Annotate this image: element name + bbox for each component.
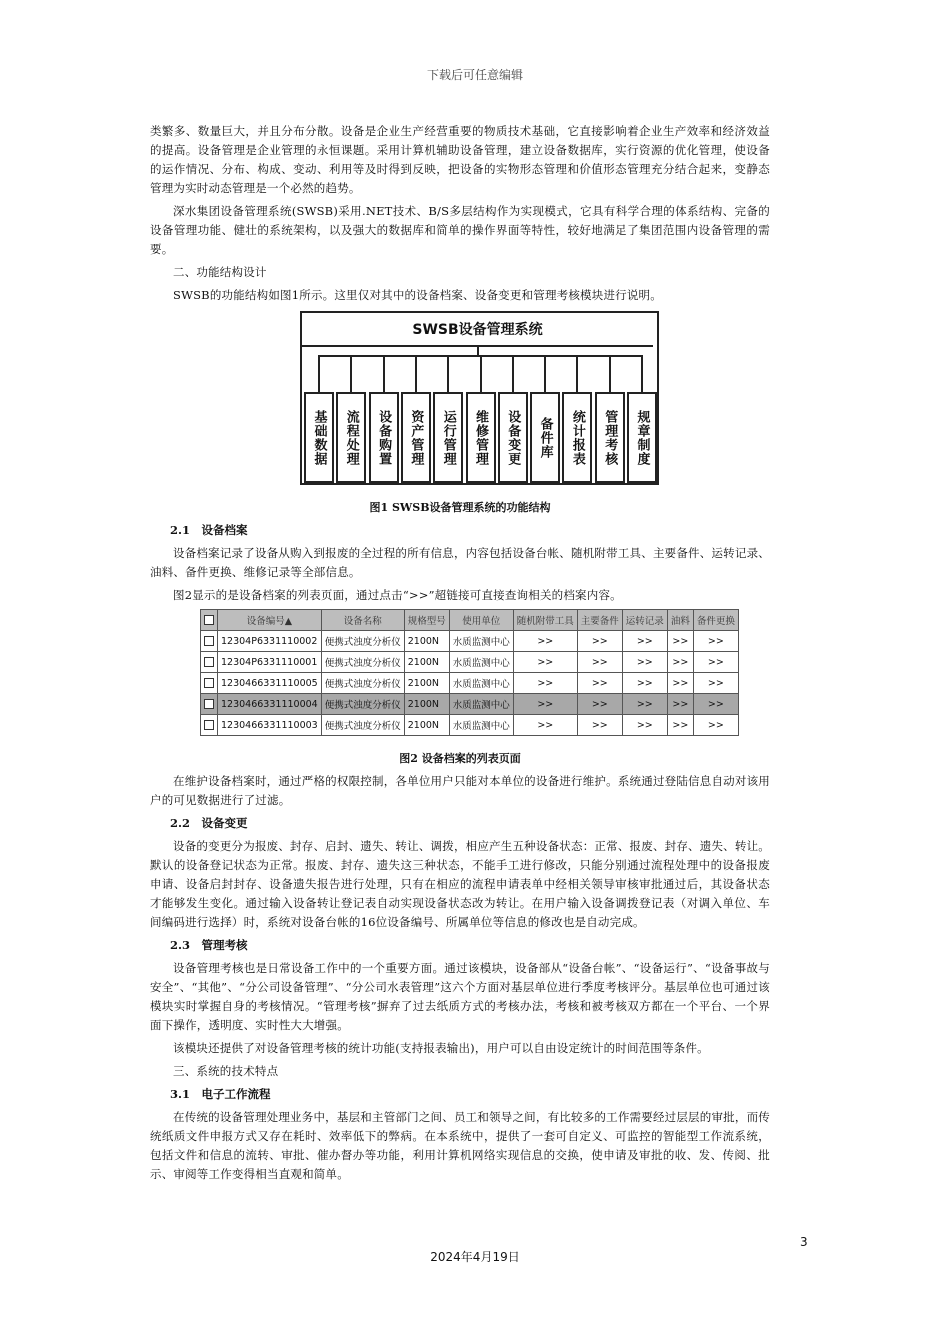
archive-link[interactable]: >> [577,715,622,736]
archive-link[interactable]: >> [513,673,577,694]
archive-link[interactable]: >> [667,673,693,694]
row-checkbox[interactable] [201,652,218,673]
table-cell: 12304P6331110002 [218,631,322,652]
column-header[interactable]: 油料 [667,610,693,631]
diagram-module-box [530,392,560,483]
diagram-module-label: 统计报表 [569,409,585,466]
table-cell: 便携式浊度分析仪 [321,652,404,673]
archive-link[interactable]: >> [693,652,738,673]
archive-link[interactable]: >> [693,631,738,652]
diagram-module-box [562,392,592,483]
document-body [150,122,770,1188]
archive-link[interactable]: >> [513,631,577,652]
archive-link[interactable]: >> [577,694,622,715]
diagram-module-box [595,392,625,483]
diagram-module-label: 流程处理 [343,409,359,466]
diagram-title: SWSB设备管理系统 [302,313,653,347]
table-cell: 便携式浊度分析仪 [321,631,404,652]
column-header[interactable]: 备件更换 [693,610,738,631]
diagram-module-label: 管理考核 [602,409,618,466]
archive-link[interactable]: >> [622,694,667,715]
subsection-heading: 2.3 管理考核 [170,938,248,952]
diagram-module-label: 运行管理 [440,409,456,466]
diagram-connector [544,355,546,392]
column-header[interactable]: 使用单位 [449,610,513,631]
section-heading: 二、功能结构设计 [173,265,267,279]
archive-link[interactable]: >> [667,715,693,736]
figure-caption: 图1 SWSB设备管理系统的功能结构 [369,501,551,514]
table-cell: 便携式浊度分析仪 [321,673,404,694]
diagram-module-box [627,392,657,483]
table-row[interactable] [201,631,739,652]
archive-link[interactable]: >> [622,652,667,673]
table-row[interactable] [201,652,739,673]
archive-link[interactable]: >> [577,652,622,673]
diagram-module-label: 基础数据 [311,409,327,466]
figure-caption: 图2 设备档案的列表页面 [399,752,521,765]
archive-link[interactable]: >> [622,673,667,694]
table-cell: 便携式浊度分析仪 [321,715,404,736]
archive-link[interactable]: >> [577,631,622,652]
table-row[interactable] [201,673,739,694]
archive-link[interactable]: >> [513,652,577,673]
row-checkbox[interactable] [201,631,218,652]
function-structure-diagram [300,311,659,485]
paragraph: 图2显示的是设备档案的列表页面，通过点击“>>”超链接可直接查询相关的档案内容。 [173,588,622,602]
diagram-module-box [466,392,496,483]
archive-link[interactable]: >> [513,715,577,736]
diagram-module-label: 备件库 [537,416,553,459]
archive-link[interactable]: >> [577,673,622,694]
diagram-module-box [304,392,334,483]
table-cell: 水质监测中心 [449,673,513,694]
table-cell: 水质监测中心 [449,652,513,673]
diagram-module-label: 设备变更 [505,409,521,466]
page-number: 3 [800,1235,808,1249]
table-cell: 12304P6331110001 [218,652,322,673]
archive-link[interactable]: >> [693,715,738,736]
archive-link[interactable]: >> [693,694,738,715]
paragraph: 深水集团设备管理系统(SWSB)采用.NET技术、B/S多层结构作为实现模式，它具有科学合理的体系结构、完备的设备管理功能、健壮的系统架构，以及强大的数据库和简单的操作界面等特性，较好地满足了集团范围内设备管理的需要。 [150,204,770,256]
table-cell: 水质监测中心 [449,715,513,736]
table-row[interactable] [201,715,739,736]
diagram-connector [480,355,482,392]
table-cell: 1230466331110003 [218,715,322,736]
table-cell: 便携式浊度分析仪 [321,694,404,715]
page-header: 下载后可任意编辑 [426,68,523,82]
diagram-module-label: 设备购置 [376,409,392,466]
diagram-module-box [433,392,463,483]
diagram-connector [447,355,449,392]
equipment-archive-table [200,609,739,736]
archive-link[interactable]: >> [667,631,693,652]
column-header[interactable]: 设备编号▲ [218,610,322,631]
diagram-connector [383,355,385,392]
table-cell: 水质监测中心 [449,631,513,652]
table-cell: 2100N [404,673,449,694]
column-header[interactable]: 运转记录 [622,610,667,631]
archive-link[interactable]: >> [622,715,667,736]
row-checkbox[interactable] [201,715,218,736]
paragraph: 类繁多、数量巨大，并且分布分散。设备是企业生产经营重要的物质技术基础，它直接影响着企业生产效率和经济效益的提高。设备管理是企业管理的永恒课题。采用计算机辅助设备管理，建立设备数据库，实行资源的优化管理，使设备的运作情况、分布、构成、变动、利用等及时得到反映，把设备的实物形态管理和价值形态管理充分结合起来，变静态管理为实时动态管理是一个必然的趋势。 [150,124,770,195]
table-cell: 2100N [404,694,449,715]
archive-link[interactable]: >> [667,652,693,673]
subsection-heading: 2.1 设备档案 [170,523,248,537]
diagram-module-label: 资产管理 [408,409,424,466]
diagram-connector [641,355,643,392]
diagram-connector [350,355,352,392]
diagram-module-box [369,392,399,483]
diagram-connector [318,355,320,392]
diagram-connector [576,355,578,392]
archive-link[interactable]: >> [693,673,738,694]
diagram-module-box [336,392,366,483]
table-cell: 2100N [404,715,449,736]
diagram-module-box [498,392,528,483]
paragraph: 设备的变更分为报废、封存、启封、遗失、转让、调拨，相应产生五种设备状态：正常、报废、封存、遗失、转让。默认的设备登记状态为正常。报废、封存、遗失这三种状态，不能手工进行修改，只能分别通过流程处理中的设备报废申请、设备启封封存、设备遗失报告进行处理，只有在相应的流程申请表单中经相关领导审核审批通过后，其设备状态才能够发生变化。通过输入设备转让登记表自动实现设备状态改为转让。在用户输入设备调拨登记表（对调入单位、车间编码进行选择）时，系统对设备台帐的16位设备编号、所属单位等信息的修改也是自动完成。 [150,839,770,929]
row-checkbox[interactable] [201,673,218,694]
diagram-connector [512,355,514,392]
diagram-connector [477,345,479,355]
paragraph: 该模块还提供了对设备管理考核的统计功能(支持报表输出)，用户可以自由设定统计的时间范围等条件。 [173,1041,709,1055]
row-checkbox[interactable] [201,694,218,715]
table-cell: 1230466331110005 [218,673,322,694]
subsection-heading: 2.2 设备变更 [170,816,248,830]
table-cell: 2100N [404,631,449,652]
section-heading: 三、系统的技术特点 [173,1064,279,1078]
paragraph: 设备管理考核也是日常设备工作中的一个重要方面。通过该模块，设备部从“设备台帐”、“设备运行”、“设备事故与安全”、“其他”、“分公司设备管理”、“分公司水表管理”这六个方面对基层单位进行季度考核评分。基层单位也可通过该模块实时掌握自身的考核情况。“管理考核”摒弃了过去纸质方式的考核办法，考核和被考核双方都在一个平台、一个界面下操作，透明度、实时性大大增强。 [150,961,770,1032]
column-header[interactable]: 主要备件 [577,610,622,631]
table-cell: 2100N [404,652,449,673]
archive-link[interactable]: >> [513,694,577,715]
column-header[interactable]: 随机附带工具 [513,610,577,631]
table-row[interactable] [201,694,739,715]
paragraph: 在传统的设备管理处理业务中，基层和主管部门之间、员工和领导之间，有比较多的工作需要经过层层的审批，而传统纸质文件申报方式又存在耗时、效率低下的弊病。在本系统中，提供了一套可自定义、可监控的智能型工作流系统，包括文件和信息的流转、审批、催办督办等功能，利用计算机网络实现信息的交换，使申请及审批的收、发、传阅、批示、审阅等工作变得相当直观和简单。 [150,1110,770,1181]
table-header-row [201,610,739,631]
archive-link[interactable]: >> [622,631,667,652]
select-all-checkbox[interactable] [201,610,218,631]
table-cell: 1230466331110004 [218,694,322,715]
archive-link[interactable]: >> [667,694,693,715]
paragraph: 设备档案记录了设备从购入到报废的全过程的所有信息，内容包括设备台帐、随机附带工具、主要备件、运转记录、油料、备件更换、维修记录等全部信息。 [150,546,770,579]
paragraph: 在维护设备档案时，通过严格的权限控制，各单位用户只能对本单位的设备进行维护。系统通过登陆信息自动对该用户的可见数据进行了过滤。 [150,774,770,807]
diagram-module-box [401,392,431,483]
diagram-module-label: 规章制度 [634,409,650,466]
column-header[interactable]: 规格型号 [404,610,449,631]
diagram-module-label: 维修管理 [473,409,488,466]
diagram-connector [415,355,417,392]
subsection-heading: 3.1 电子工作流程 [170,1087,271,1101]
diagram-connector [609,355,611,392]
footer-date: 2024年4月19日 [430,1250,520,1264]
table-cell: 水质监测中心 [449,694,513,715]
column-header[interactable]: 设备名称 [321,610,404,631]
paragraph: SWSB的功能结构如图1所示。这里仅对其中的设备档案、设备变更和管理考核模块进行说明。 [173,288,662,302]
